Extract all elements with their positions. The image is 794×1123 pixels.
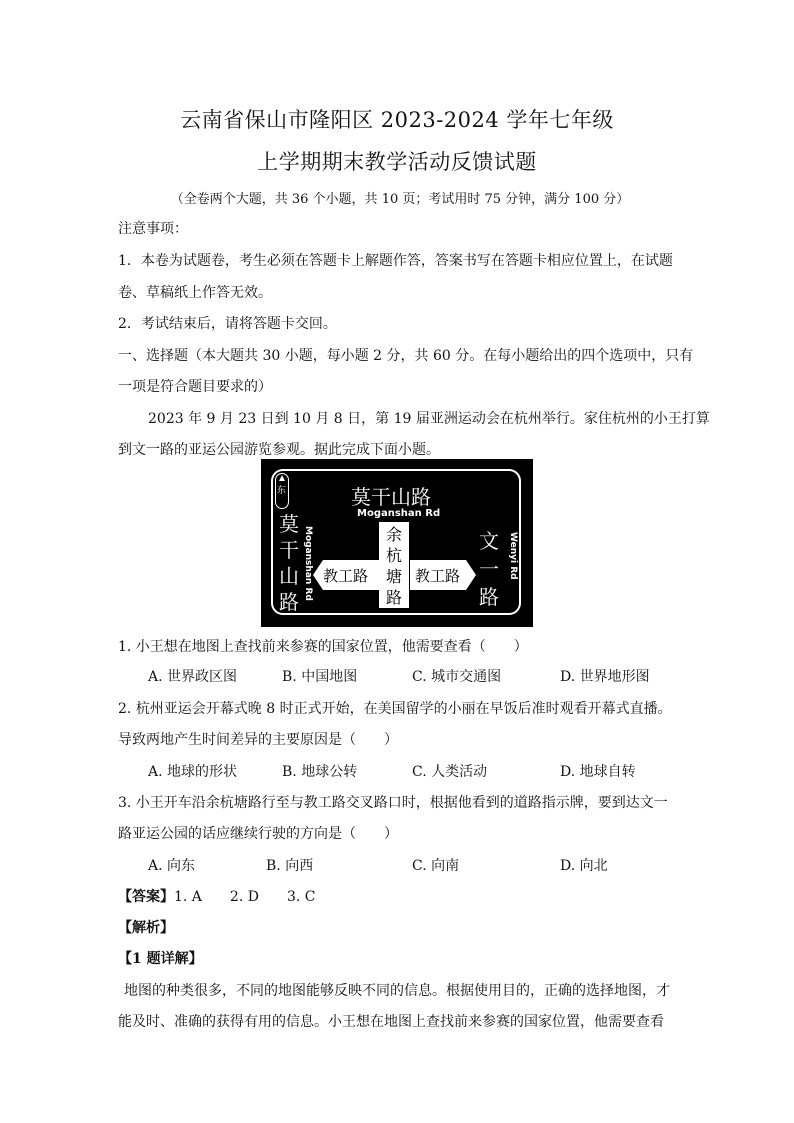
question-2-option-d: D. 地球自转 (560, 764, 636, 780)
sign-center-road (379, 522, 409, 608)
sign-top-road-cn: 莫干山路 (351, 485, 431, 509)
section-heading: 一、选择题（本大题共 30 小题，每小题 2 分，共 60 分。在每小题给出的四个选项中，只有 (118, 348, 694, 364)
passage-text: 2023 年 9 月 23 日到 10 月 8 日，第 19 届亚洲运动会在杭州举行。家住杭州的小王打算 (148, 411, 710, 427)
analysis-detail-label: 【1 题详解】 (118, 951, 203, 967)
question-2-option-a: A. 地球的形状 (148, 764, 238, 780)
question-2-stem-cont: 导致两地产生时间差异的主要原因是（ ） (118, 732, 398, 748)
question-3-option-b: B. 向西 (266, 858, 314, 874)
north-arrow-icon (279, 475, 285, 481)
sign-left-road-char: 路 (279, 590, 299, 614)
notice-item-2: 2．考试结束后，请将答题卡交回。 (118, 316, 337, 332)
sign-center-road-char: 余 (385, 525, 402, 544)
analysis-text-cont: 能及时、准确的获得有用的信息。小王想在地图上查找前来参赛的国家位置，他需要查看 (118, 1014, 664, 1030)
question-3-option-d: D. 向北 (560, 858, 608, 874)
sign-left-road-char: 干 (279, 538, 299, 562)
question-1-stem: 1. 小王想在地图上查找前来参赛的国家位置，他需要查看（ ） (118, 639, 528, 655)
answer-label: 【答案】 (118, 889, 174, 905)
sign-left-road-char: 山 (279, 564, 299, 588)
sign-right-road-char: 文 (479, 529, 499, 553)
analysis-text: 地图的种类很多，不同的地图能够反映不同的信息。根据使用目的，正确的选择地图，才 (124, 983, 670, 999)
passage-text-cont: 到文一路的亚运公园游览参观。据此完成下面小题。 (118, 442, 440, 458)
sign-right-road-cn (479, 527, 499, 611)
question-3-option-c: C. 向南 (412, 858, 460, 874)
question-2-option-c: C. 人类活动 (412, 764, 488, 780)
question-3-stem: 3. 小王开车沿余杭塘路行至与教工路交叉路口时，根据他看到的道路指示牌，要到达文一 (118, 795, 668, 811)
compass-frame (275, 473, 289, 509)
question-2-stem: 2. 杭州亚运会开幕式晚 8 时正式开始，在美国留学的小丽在早饭后准时观看开幕式直播。 (118, 701, 672, 717)
sign-right-road-char: 一 (479, 557, 499, 581)
sign-right-road-char: 路 (479, 585, 499, 609)
sign-left-road-char: 莫 (279, 512, 299, 536)
question-1-option-a: A. 世界政区图 (148, 669, 238, 685)
analysis-label: 【解析】 (118, 920, 174, 936)
answer-text: 1. A 2. D 3. C (174, 889, 316, 905)
sign-cross-road-left: 教工路 (323, 567, 369, 585)
question-1-option-c: C. 城市交通图 (412, 669, 502, 685)
notice-item-1-cont: 卷、草稿纸上作答无效。 (118, 285, 272, 301)
question-2-option-b: B. 地球公转 (282, 764, 358, 780)
sign-left-road-cn (279, 511, 299, 615)
sign-cross-road-right: 教工路 (415, 567, 461, 585)
sign-center-road-char: 杭 (385, 546, 402, 565)
sign-top-road-en: Moganshan Rd (357, 508, 441, 519)
notice-item-1: 1．本卷为试题卷，考生必须在答题卡上解题作答，答案书写在答题卡相应位置上，在试题 (118, 253, 673, 269)
document-title-line2: 上学期期末教学活动反馈试题 (257, 150, 537, 174)
road-sign-figure (261, 459, 533, 627)
sign-center-road-char: 塘 (385, 567, 402, 586)
sign-center-road-char: 路 (385, 588, 402, 607)
notice-heading: 注意事项： (118, 221, 188, 237)
exam-info: （全卷两个大题，共 36 个小题，共 10 页；考试用时 75 分钟，满分 100 分） (170, 192, 630, 207)
question-1-option-d: D. 世界地形图 (560, 669, 650, 685)
sign-right-road-en: Wenyi Rd (508, 532, 518, 580)
section-heading-cont: 一项是符合题目要求的） (118, 379, 272, 395)
sign-left-road-en: Moganshan Rd (303, 526, 313, 601)
direction-label: 东 (277, 486, 287, 496)
question-3-option-a: A. 向东 (148, 858, 196, 874)
answer-row (118, 886, 678, 906)
question-3-stem-cont: 路亚运公园的话应继续行驶的方向是（ ） (118, 826, 398, 842)
document-title-line1: 云南省保山市隆阳区 2023-2024 学年七年级 (180, 108, 614, 132)
question-1-option-b: B. 中国地图 (282, 669, 358, 685)
